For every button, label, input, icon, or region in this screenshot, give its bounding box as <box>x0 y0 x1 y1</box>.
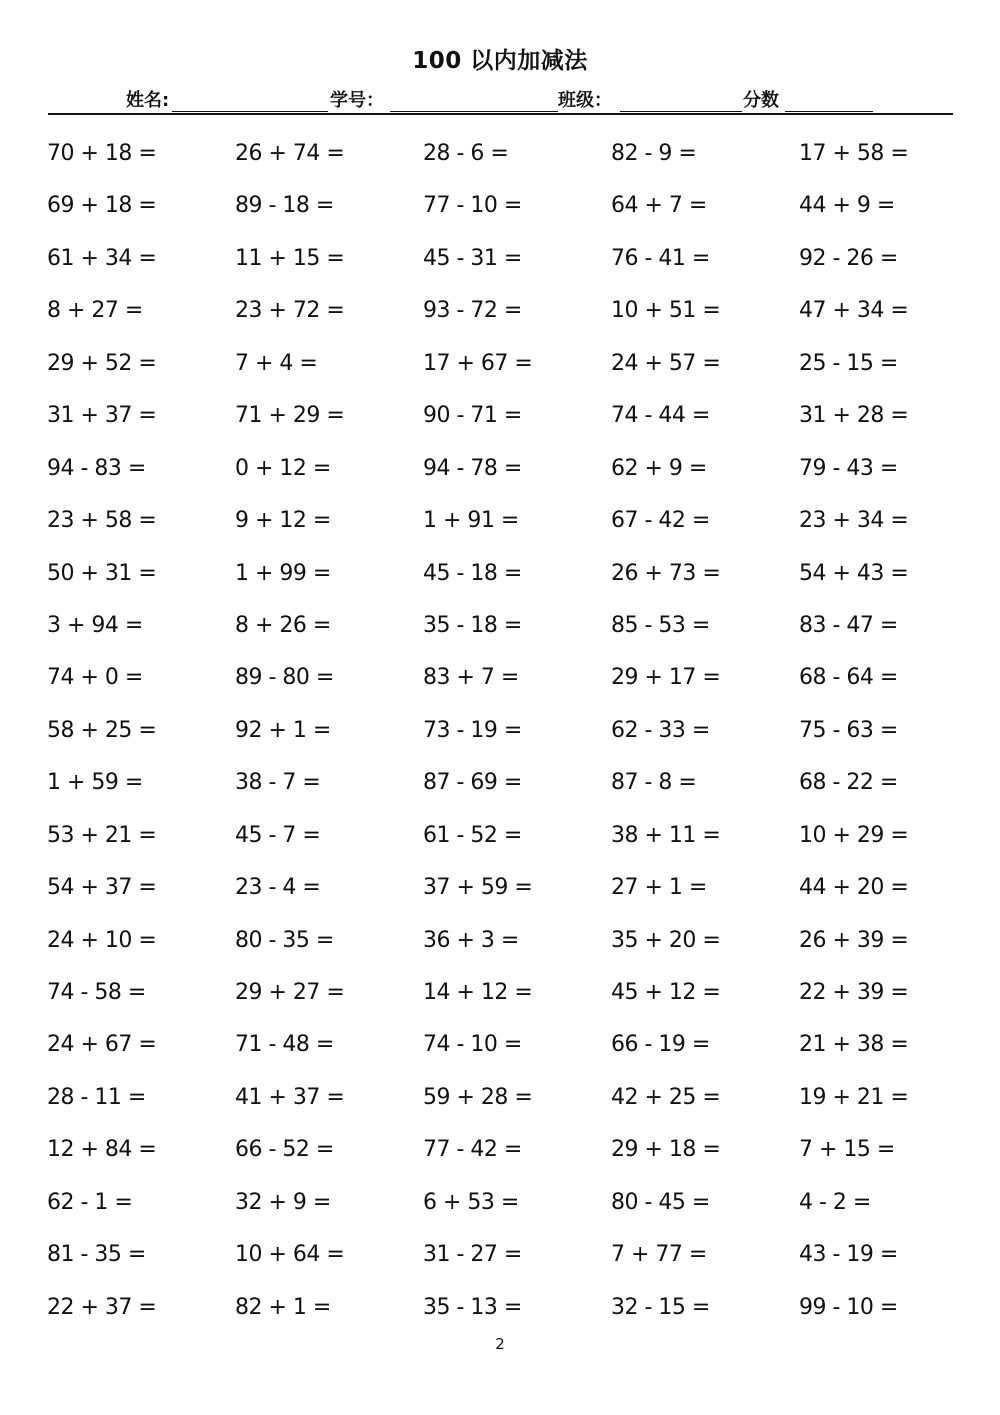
math-problem: 41 + 37 = <box>235 1084 345 1110</box>
math-problem: 43 - 19 = <box>799 1242 898 1268</box>
math-problem: 58 + 25 = <box>47 717 157 743</box>
math-problem: 17 + 67 = <box>423 350 533 376</box>
math-problem: 42 + 25 = <box>611 1084 721 1110</box>
math-problem: 32 - 15 = <box>611 1294 710 1320</box>
page-number: 2 <box>495 1335 505 1353</box>
problem-row <box>47 762 987 814</box>
math-problem: 28 - 11 = <box>47 1084 146 1110</box>
math-problem: 37 + 59 = <box>423 875 533 901</box>
problem-grid <box>47 133 987 1339</box>
math-problem: 14 + 12 = <box>423 980 533 1005</box>
math-problem: 38 - 7 = <box>235 770 321 796</box>
math-problem: 89 - 80 = <box>235 665 334 691</box>
math-problem: 99 - 10 = <box>799 1294 898 1320</box>
math-problem: 10 + 64 = <box>235 1242 345 1268</box>
math-problem: 66 - 52 = <box>235 1137 334 1163</box>
math-problem: 38 + 11 = <box>611 822 721 848</box>
math-problem: 1 + 59 = <box>47 770 143 796</box>
math-problem: 80 - 35 = <box>235 927 334 953</box>
math-problem: 31 + 37 = <box>47 403 157 429</box>
problem-row <box>47 1129 987 1181</box>
math-problem: 8 + 26 = <box>235 612 331 638</box>
score-blank <box>785 111 873 112</box>
math-problem: 83 + 7 = <box>423 665 519 691</box>
math-problem: 53 + 21 = <box>47 822 157 848</box>
math-problem: 32 + 9 = <box>235 1189 331 1215</box>
math-problem: 82 + 1 = <box>235 1294 331 1320</box>
problem-row <box>47 972 987 1024</box>
page-title: 100 以内加减法 <box>412 48 588 74</box>
score-label: 分数 <box>743 90 779 111</box>
math-problem: 83 - 47 = <box>799 612 898 638</box>
problem-row <box>47 290 987 342</box>
math-problem: 10 + 51 = <box>611 298 721 324</box>
math-problem: 23 + 58 = <box>47 508 157 534</box>
math-problem: 93 - 72 = <box>423 298 522 324</box>
problem-row <box>47 1182 987 1234</box>
math-problem: 22 + 37 = <box>47 1294 157 1320</box>
math-problem: 54 + 37 = <box>47 875 157 901</box>
math-problem: 24 + 57 = <box>611 350 721 376</box>
math-problem: 44 + 20 = <box>799 875 909 901</box>
math-problem: 31 + 28 = <box>799 403 909 429</box>
math-problem: 21 + 38 = <box>799 1032 909 1058</box>
math-problem: 76 - 41 = <box>611 245 710 271</box>
class-label: 班级： <box>558 90 612 111</box>
problem-row <box>47 1077 987 1129</box>
math-problem: 74 - 44 = <box>611 403 710 429</box>
math-problem: 74 + 0 = <box>47 665 143 691</box>
problem-row <box>47 605 987 657</box>
math-problem: 24 + 67 = <box>47 1032 157 1058</box>
math-problem: 0 + 12 = <box>235 455 331 481</box>
math-problem: 87 - 69 = <box>423 770 522 796</box>
math-problem: 47 + 34 = <box>799 298 909 324</box>
math-problem: 26 + 74 = <box>235 141 345 166</box>
math-problem: 50 + 31 = <box>47 560 157 586</box>
math-problem: 80 - 45 = <box>611 1189 710 1215</box>
math-problem: 19 + 21 = <box>799 1084 909 1110</box>
math-problem: 9 + 12 = <box>235 508 331 534</box>
math-problem: 71 - 48 = <box>235 1032 334 1058</box>
problem-row <box>47 657 987 709</box>
math-problem: 35 + 20 = <box>611 927 721 953</box>
name-label: 姓名: <box>126 90 170 111</box>
math-problem: 31 - 27 = <box>423 1242 522 1268</box>
math-problem: 73 - 19 = <box>423 717 522 743</box>
math-problem: 29 + 52 = <box>47 350 157 376</box>
math-problem: 68 - 22 = <box>799 770 898 796</box>
name-blank <box>172 111 328 112</box>
math-problem: 6 + 53 = <box>423 1189 519 1215</box>
problem-row <box>47 1234 987 1286</box>
math-problem: 35 - 13 = <box>423 1294 522 1320</box>
student-id-blank <box>390 111 558 112</box>
problem-row <box>47 1287 987 1339</box>
math-problem: 24 + 10 = <box>47 927 157 953</box>
math-problem: 10 + 29 = <box>799 822 909 848</box>
math-problem: 92 + 1 = <box>235 717 331 743</box>
math-problem: 54 + 43 = <box>799 560 909 586</box>
math-problem: 74 - 10 = <box>423 1032 522 1058</box>
math-problem: 7 + 15 = <box>799 1137 895 1163</box>
math-problem: 70 + 18 = <box>47 141 157 166</box>
math-problem: 90 - 71 = <box>423 403 522 429</box>
math-problem: 69 + 18 = <box>47 193 157 219</box>
math-problem: 81 - 35 = <box>47 1242 146 1268</box>
math-problem: 7 + 4 = <box>235 350 318 376</box>
math-problem: 1 + 91 = <box>423 508 519 534</box>
math-problem: 7 + 77 = <box>611 1242 707 1268</box>
problem-row <box>47 553 987 605</box>
math-problem: 3 + 94 = <box>47 612 143 638</box>
problem-row <box>47 1024 987 1076</box>
math-problem: 71 + 29 = <box>235 403 345 429</box>
math-problem: 62 - 33 = <box>611 717 710 743</box>
math-problem: 29 + 18 = <box>611 1137 721 1163</box>
math-problem: 77 - 10 = <box>423 193 522 219</box>
math-problem: 26 + 73 = <box>611 560 721 586</box>
math-problem: 29 + 17 = <box>611 665 721 691</box>
math-problem: 62 + 9 = <box>611 455 707 481</box>
math-problem: 23 - 4 = <box>235 875 321 901</box>
math-problem: 85 - 53 = <box>611 612 710 638</box>
math-problem: 35 - 18 = <box>423 612 522 638</box>
math-problem: 79 - 43 = <box>799 455 898 481</box>
math-problem: 44 + 9 = <box>799 193 895 219</box>
math-problem: 89 - 18 = <box>235 193 334 219</box>
math-problem: 77 - 42 = <box>423 1137 522 1163</box>
math-problem: 94 - 78 = <box>423 455 522 481</box>
math-problem: 82 - 9 = <box>611 141 697 166</box>
math-problem: 75 - 63 = <box>799 717 898 743</box>
math-problem: 36 + 3 = <box>423 927 519 953</box>
problem-row <box>47 185 987 237</box>
math-problem: 29 + 27 = <box>235 980 345 1005</box>
math-problem: 45 - 7 = <box>235 822 321 848</box>
student-id-label: 学号： <box>330 90 384 111</box>
math-problem: 45 - 18 = <box>423 560 522 586</box>
math-problem: 23 + 72 = <box>235 298 345 324</box>
math-problem: 1 + 99 = <box>235 560 331 586</box>
math-problem: 12 + 84 = <box>47 1137 157 1163</box>
problem-row <box>47 343 987 395</box>
math-problem: 23 + 34 = <box>799 508 909 534</box>
math-problem: 66 - 19 = <box>611 1032 710 1058</box>
problem-row <box>47 500 987 552</box>
problem-row <box>47 238 987 290</box>
math-problem: 92 - 26 = <box>799 245 898 271</box>
class-blank <box>620 111 742 112</box>
math-problem: 64 + 7 = <box>611 193 707 219</box>
problem-row <box>47 395 987 447</box>
problem-row <box>47 448 987 500</box>
math-problem: 59 + 28 = <box>423 1084 533 1110</box>
math-problem: 68 - 64 = <box>799 665 898 691</box>
problem-row <box>47 815 987 867</box>
math-problem: 61 + 34 = <box>47 245 157 271</box>
math-problem: 22 + 39 = <box>799 980 909 1005</box>
math-problem: 61 - 52 = <box>423 822 522 848</box>
math-problem: 94 - 83 = <box>47 455 146 481</box>
math-problem: 26 + 39 = <box>799 927 909 953</box>
problem-row <box>47 710 987 762</box>
problem-row <box>47 867 987 919</box>
math-problem: 28 - 6 = <box>423 141 509 166</box>
math-problem: 17 + 58 = <box>799 141 909 166</box>
math-problem: 74 - 58 = <box>47 980 146 1005</box>
math-problem: 45 - 31 = <box>423 245 522 271</box>
math-problem: 11 + 15 = <box>235 245 345 271</box>
math-problem: 27 + 1 = <box>611 875 707 901</box>
problem-row <box>47 133 987 185</box>
problem-row <box>47 920 987 972</box>
math-problem: 67 - 42 = <box>611 508 710 534</box>
math-problem: 62 - 1 = <box>47 1189 133 1215</box>
math-problem: 8 + 27 = <box>47 298 143 324</box>
math-problem: 45 + 12 = <box>611 980 721 1005</box>
header-divider <box>48 113 953 115</box>
math-problem: 87 - 8 = <box>611 770 697 796</box>
math-problem: 4 - 2 = <box>799 1189 871 1215</box>
math-problem: 25 - 15 = <box>799 350 898 376</box>
